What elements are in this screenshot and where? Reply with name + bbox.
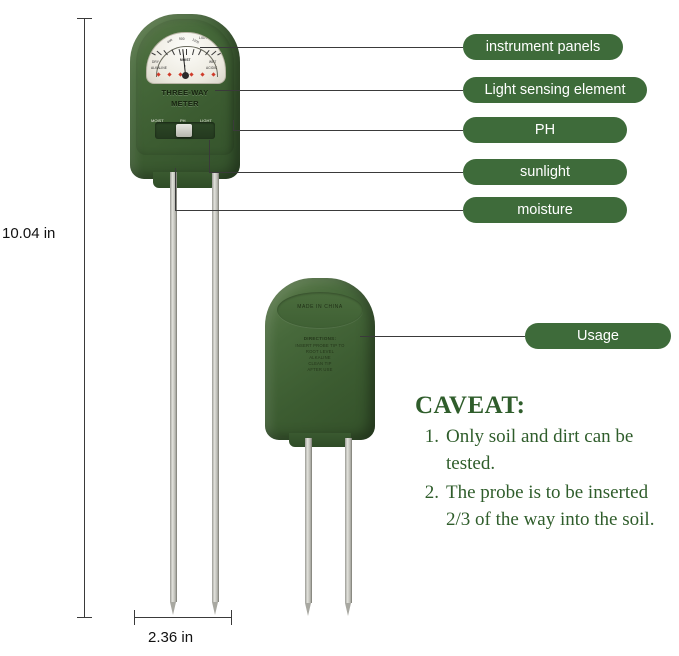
dial-label-moist: MOIST <box>180 58 191 62</box>
height-dimension-cap-top <box>77 18 92 19</box>
caveat-item-number: 1. <box>424 426 439 447</box>
width-dimension-label: 2.36 in <box>148 629 194 646</box>
meter-neck <box>153 172 217 188</box>
instructions-line: AFTER USE <box>307 366 333 372</box>
leader-moisture <box>175 210 463 211</box>
meter-back-housing <box>265 278 375 440</box>
caveat-item-number: 2. <box>424 481 439 503</box>
height-dimension-label: 10.04 in <box>2 225 56 242</box>
callout-usage[interactable] <box>525 323 671 349</box>
meter-housing <box>130 14 240 179</box>
callout-label: Usage <box>577 328 619 344</box>
leader-ph <box>233 130 463 131</box>
leader-ph-vertical <box>233 120 234 131</box>
callout-label: instrument panels <box>485 39 601 55</box>
leader-light-sensing <box>215 90 463 91</box>
callout-label: sunlight <box>520 164 570 180</box>
callout-moisture[interactable] <box>463 197 627 223</box>
probe-left <box>170 172 177 602</box>
instructions-line: ROOT LEVEL <box>305 348 335 354</box>
caveat-item-text: The probe is to be inserted 2/3 of the way into the soil. <box>446 481 655 530</box>
switch-label-light: LIGHT <box>200 118 212 123</box>
callout-instrument-panels[interactable] <box>463 34 623 60</box>
instructions-line: INSERT PROBE TIP TO <box>295 342 345 348</box>
height-dimension-cap-bottom <box>77 617 92 618</box>
dial-label-alkaline: ALKALINE <box>151 66 168 70</box>
callout-label: PH <box>534 122 556 138</box>
dial-label-1200: 1200 <box>191 37 200 45</box>
dial-label-dark: DARK <box>156 36 166 40</box>
dial-arc <box>156 46 218 77</box>
instructions-line: ALKALINE <box>309 354 331 360</box>
dial-label-900: 900 <box>179 37 185 41</box>
caveat-block <box>415 392 665 534</box>
list-item <box>415 424 665 478</box>
instructions-line: CLEAN TIP <box>308 360 332 366</box>
soil-meter-back <box>265 278 375 448</box>
meter-back-neck <box>289 433 351 447</box>
list-item <box>415 480 665 534</box>
dial-label-neutral: 7 <box>184 65 186 69</box>
width-dimension-cap-right <box>231 610 232 625</box>
dial-label-acidic: ACIDIC <box>206 66 218 70</box>
leader-sunlight <box>209 172 463 173</box>
made-in-label: MADE IN CHINA <box>297 304 343 310</box>
height-dimension-line <box>84 18 85 618</box>
dial-needle-hub <box>182 72 189 79</box>
meter-back-oval <box>277 292 363 328</box>
probe-back-left <box>305 438 312 603</box>
leader-sunlight-vertical <box>209 140 210 173</box>
brand-label-line1: THREE-WAY <box>161 88 209 97</box>
leader-instrument-panels <box>200 47 463 48</box>
probe-right <box>212 172 219 602</box>
switch-label-moist: MOIST <box>151 118 164 123</box>
switch-label-ph: PH <box>180 118 186 123</box>
callout-sunlight[interactable] <box>463 159 627 185</box>
dial-label-400: 400 <box>166 37 174 45</box>
dial-needle <box>182 49 186 75</box>
caveat-title: CAVEAT: <box>415 392 526 419</box>
instrument-panel <box>146 32 226 84</box>
dial-label-light: LIGHT <box>199 36 209 40</box>
leader-moisture-vertical <box>175 168 176 211</box>
callout-light-sensing-element[interactable] <box>463 77 647 103</box>
width-dimension-cap-left <box>134 610 135 625</box>
caveat-item-text: Only soil and dirt can be tested. <box>446 426 634 474</box>
caveat-list <box>415 424 665 534</box>
dial-ticks <box>155 49 217 57</box>
leader-usage <box>360 336 525 337</box>
mode-switch[interactable] <box>155 122 215 139</box>
dial-indicator-dots <box>157 73 215 77</box>
callout-label: moisture <box>517 202 573 218</box>
instructions-block <box>265 336 375 373</box>
instructions-title: DIRECTIONS: <box>303 336 337 341</box>
callout-ph[interactable] <box>463 117 627 143</box>
callout-label: Light sensing element <box>484 82 626 98</box>
probe-back-right <box>345 438 352 603</box>
soil-meter-front <box>130 14 240 184</box>
brand-label-line2: METER <box>171 99 199 108</box>
dial-label-dry: DRY <box>152 60 159 64</box>
width-dimension-line <box>134 617 232 618</box>
mode-switch-knob[interactable] <box>176 124 192 137</box>
dial-label-wet: WET <box>209 60 217 64</box>
